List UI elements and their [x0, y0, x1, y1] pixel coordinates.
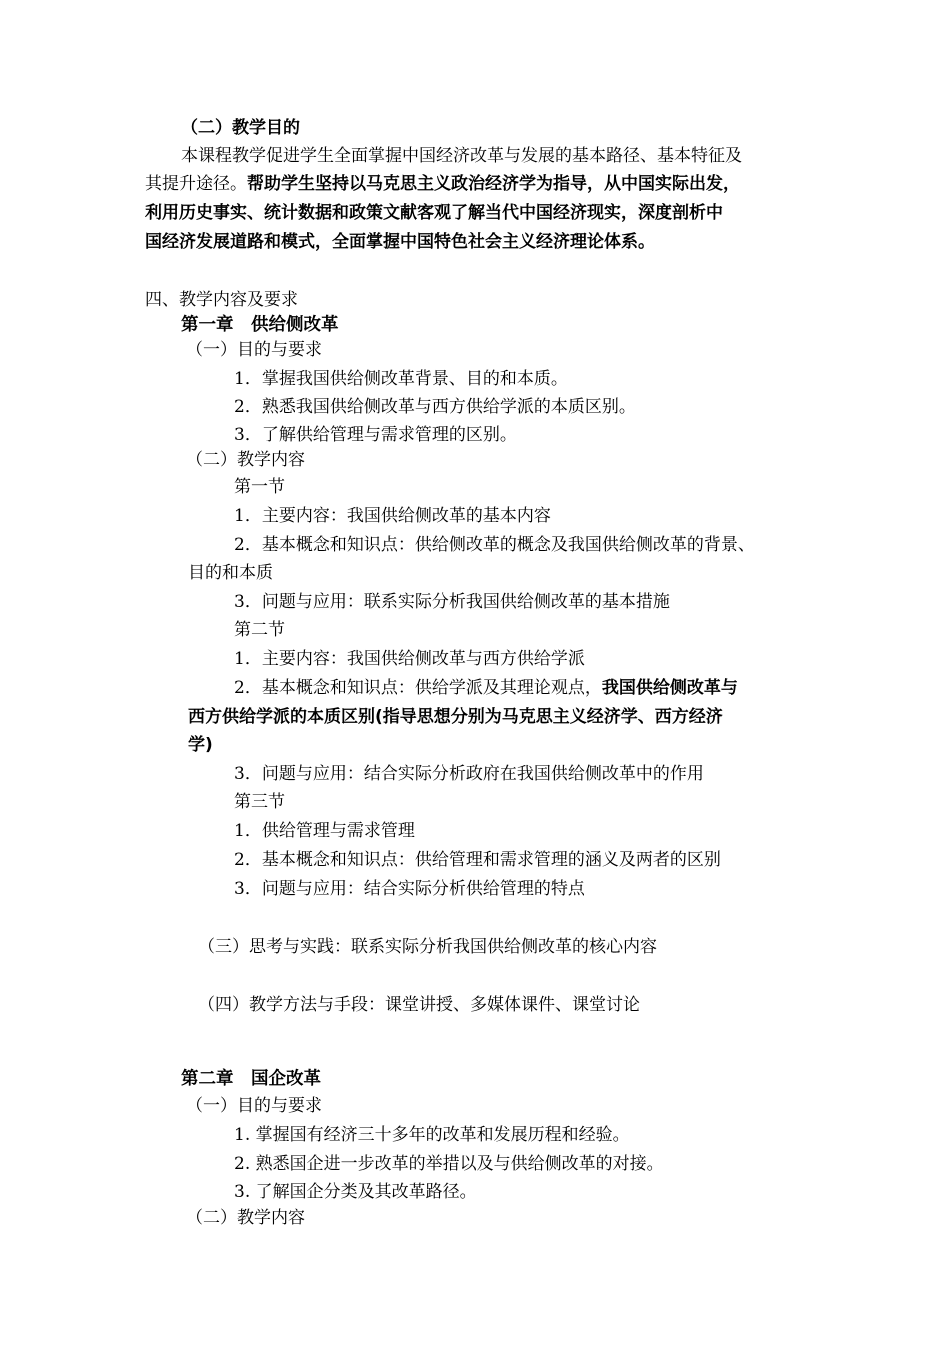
ch2-content-heading: （二）教学内容 [186, 1208, 305, 1228]
ch1-s2-line-3: 3．问题与应用：结合实际分析政府在我国供给侧改革中的作用 [234, 764, 704, 784]
objective-line-2 [145, 170, 740, 198]
ch1-s2-line-2 [234, 674, 738, 702]
ch1-goals-heading: （一）目的与要求 [186, 340, 322, 360]
ch1-section-2-title: 第二节 [234, 620, 285, 640]
ch1-methods: （四）教学方法与手段：课堂讲授、多媒体课件、课堂讨论 [198, 995, 640, 1015]
chapter-1-title: 第一章 供给侧改革 [181, 315, 339, 335]
ch1-s3-line-1: 1．供给管理与需求管理 [234, 821, 415, 841]
ch2-goal-3: 3. 了解国企分类及其改革路径。 [234, 1182, 477, 1202]
ch1-s1-line-2b: 目的和本质 [188, 563, 273, 583]
ch1-goal-2: 2．熟悉我国供给侧改革与西方供给学派的本质区别。 [234, 397, 636, 417]
objective-line-2-plain: 其提升途径。 [145, 174, 247, 194]
objective-line-3: 利用历史事实、统计数据和政策文献客观了解当代中国经济现实，深度剖析中 [145, 203, 723, 223]
ch1-goal-3: 3．了解供给管理与需求管理的区别。 [234, 425, 517, 445]
ch1-s2-line-2-bold: 我国供给侧改革与 [601, 678, 738, 698]
ch1-s3-line-3: 3．问题与应用：结合实际分析供给管理的特点 [234, 879, 585, 899]
section-4-heading: 四、教学内容及要求 [145, 290, 298, 310]
ch1-s2-line-1: 1．主要内容：我国供给侧改革与西方供给学派 [234, 649, 585, 669]
ch1-s1-line-3: 3．问题与应用：联系实际分析我国供给侧改革的基本措施 [234, 592, 670, 612]
ch1-practice: （三）思考与实践：联系实际分析我国供给侧改革的核心内容 [198, 937, 657, 957]
ch1-s3-line-2: 2．基本概念和知识点：供给管理和需求管理的涵义及两者的区别 [234, 850, 721, 870]
objective-line-2-bold: 帮助学生坚持以马克思主义政治经济学为指导，从中国实际出发， [247, 174, 740, 194]
objective-heading: （二）教学目的 [181, 118, 300, 138]
ch1-s2-line-2-plain: 2．基本概念和知识点：供给学派及其理论观点， [234, 678, 602, 698]
ch1-s2-line-2b: 西方供给学派的本质区别(指导思想分别为马克思主义经济学、西方经济 [188, 707, 723, 727]
ch1-content-heading: （二）教学内容 [186, 450, 305, 470]
objective-line-4: 国经济发展道路和模式，全面掌握中国特色社会主义经济理论体系。 [145, 232, 655, 252]
ch2-goal-1: 1. 掌握国有经济三十多年的改革和发展历程和经验。 [234, 1125, 630, 1145]
ch1-section-3-title: 第三节 [234, 792, 285, 812]
ch2-goals-heading: （一）目的与要求 [186, 1096, 322, 1116]
ch1-goal-1: 1．掌握我国供给侧改革背景、目的和本质。 [234, 369, 568, 389]
ch1-section-1-title: 第一节 [234, 477, 285, 497]
ch1-s2-line-2c: 学) [188, 735, 213, 755]
ch1-s1-line-2: 2．基本概念和知识点：供给侧改革的概念及我国供给侧改革的背景、 [234, 535, 755, 555]
ch2-goal-2: 2. 熟悉国企进一步改革的举措以及与供给侧改革的对接。 [234, 1154, 664, 1174]
chapter-2-title: 第二章 国企改革 [181, 1069, 321, 1089]
objective-line-1: 本课程教学促进学生全面掌握中国经济改革与发展的基本路径、基本特征及 [181, 146, 742, 166]
ch1-s1-line-1: 1．主要内容：我国供给侧改革的基本内容 [234, 506, 551, 526]
